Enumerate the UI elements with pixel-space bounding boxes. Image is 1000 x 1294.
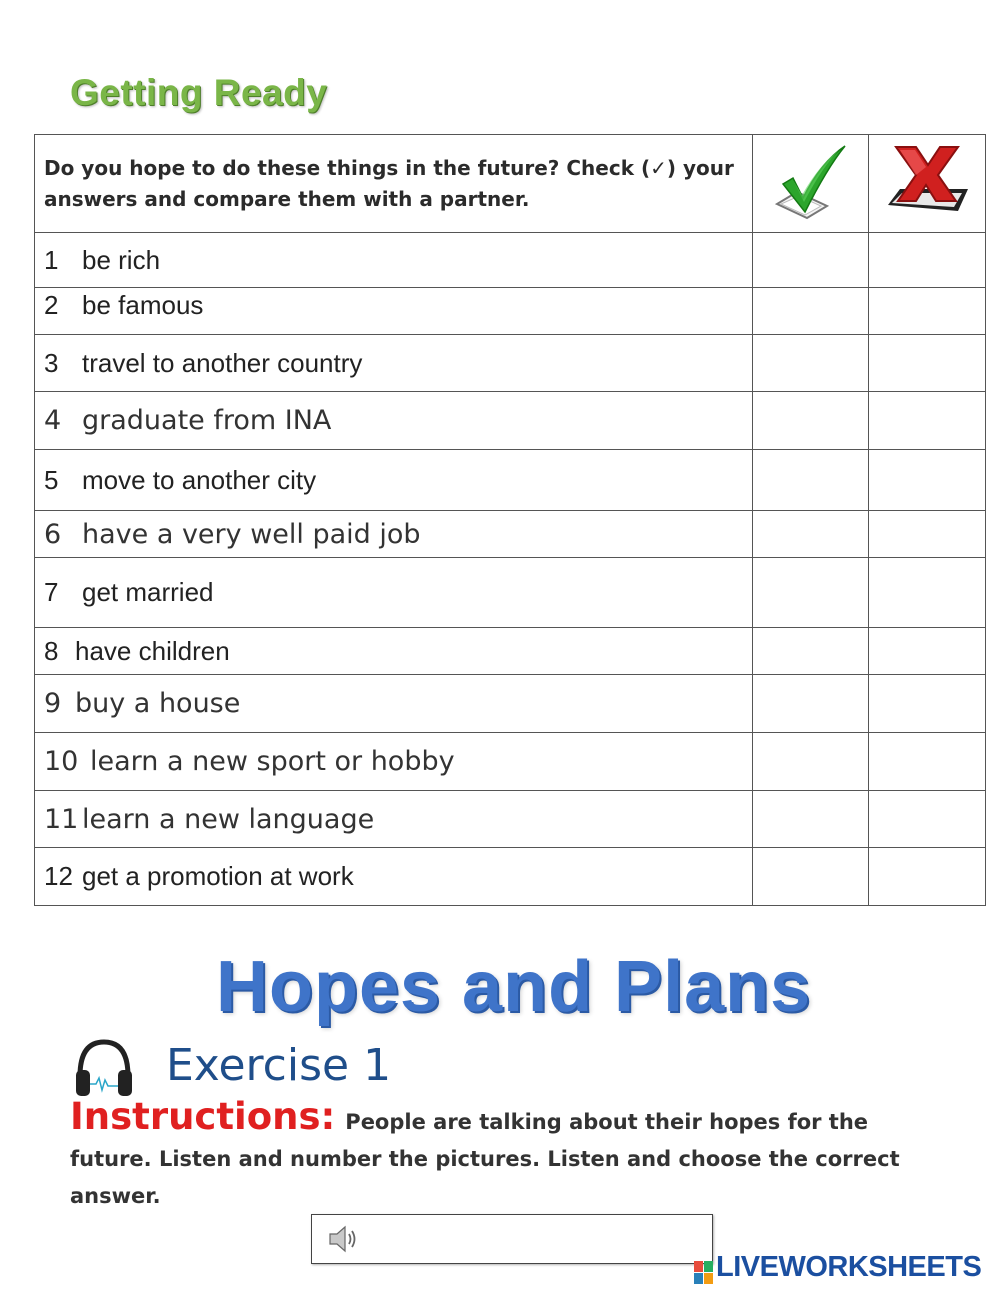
item-8 xyxy=(35,628,753,675)
instructions xyxy=(70,1095,950,1215)
item-number: 2 xyxy=(44,290,59,320)
liveworksheets-brand: LIVEWORKSHEETS xyxy=(716,1251,982,1283)
item-4 xyxy=(35,392,753,450)
hopes-checklist-table xyxy=(34,134,986,906)
item-number: 3 xyxy=(44,347,59,378)
item-number: 11 xyxy=(44,803,79,835)
no-cell-10[interactable] xyxy=(869,733,986,791)
item-text: get married xyxy=(82,577,214,607)
item-10 xyxy=(35,733,753,791)
yes-cell-11[interactable] xyxy=(753,791,869,848)
no-cell-3[interactable] xyxy=(869,335,986,392)
red-x-icon xyxy=(882,141,972,221)
table-row xyxy=(35,558,986,628)
getting-ready-heading: Getting Ready xyxy=(70,72,328,113)
yes-cell-1[interactable] xyxy=(753,233,869,288)
table-row xyxy=(35,791,986,848)
item-number: 9 xyxy=(44,688,62,719)
item-text: be rich xyxy=(82,244,161,275)
yes-cell-4[interactable] xyxy=(753,392,869,450)
item-5 xyxy=(35,450,753,511)
item-9 xyxy=(35,675,753,733)
green-check-icon xyxy=(771,140,851,222)
item-text: be famous xyxy=(82,290,204,320)
no-cell-9[interactable] xyxy=(869,675,986,733)
item-text: have a very well paid job xyxy=(82,518,421,550)
yes-cell-2[interactable] xyxy=(753,288,869,335)
no-cell-1[interactable] xyxy=(869,233,986,288)
item-7 xyxy=(35,558,753,628)
table-instruction: Do you hope to do these things in the future? Check (✓) your answers and compare them with a partner. xyxy=(35,135,753,233)
item-text: buy a house xyxy=(75,688,241,719)
table-row xyxy=(35,392,986,450)
table-row xyxy=(35,675,986,733)
section-title: Hopes and Plans xyxy=(216,947,812,1027)
item-text: travel to another country xyxy=(82,347,363,378)
item-3 xyxy=(35,335,753,392)
yes-cell-3[interactable] xyxy=(753,335,869,392)
item-text: learn a new language xyxy=(82,803,375,835)
no-cell-2[interactable] xyxy=(869,288,986,335)
item-number: 10 xyxy=(44,746,79,777)
exercise-title: Exercise 1 xyxy=(166,1040,392,1091)
item-number: 7 xyxy=(44,577,59,607)
audio-player xyxy=(311,1214,713,1264)
yes-cell-8[interactable] xyxy=(753,628,869,675)
item-number: 1 xyxy=(44,244,59,275)
yes-cell-9[interactable] xyxy=(753,675,869,733)
item-text: learn a new sport or hobby xyxy=(90,746,455,777)
table-row xyxy=(35,233,986,288)
no-column-header xyxy=(869,135,986,233)
table-row xyxy=(35,733,986,791)
yes-cell-5[interactable] xyxy=(753,450,869,511)
no-cell-6[interactable] xyxy=(869,511,986,558)
item-number: 4 xyxy=(44,405,62,436)
item-6 xyxy=(35,511,753,558)
yes-cell-6[interactable] xyxy=(753,511,869,558)
table-header-row xyxy=(35,135,986,233)
table-row xyxy=(35,848,986,906)
item-1 xyxy=(35,233,753,288)
table-row xyxy=(35,450,986,511)
item-number: 6 xyxy=(44,518,62,550)
table-row xyxy=(35,335,986,392)
item-number: 8 xyxy=(44,635,59,666)
item-number: 12 xyxy=(44,861,73,891)
item-11 xyxy=(35,791,753,848)
no-cell-12[interactable] xyxy=(869,848,986,906)
no-cell-8[interactable] xyxy=(869,628,986,675)
item-text: have children xyxy=(75,635,230,666)
yes-cell-10[interactable] xyxy=(753,733,869,791)
table-row xyxy=(35,511,986,558)
no-cell-7[interactable] xyxy=(869,558,986,628)
yes-column-header xyxy=(753,135,869,233)
item-text: move to another city xyxy=(82,464,317,495)
instructions-label: Instructions: xyxy=(70,1095,336,1138)
no-cell-5[interactable] xyxy=(869,450,986,511)
yes-cell-12[interactable] xyxy=(753,848,869,906)
liveworksheets-logo-icon xyxy=(694,1257,714,1289)
item-text: graduate from INA xyxy=(82,405,332,436)
headphones-icon xyxy=(72,1036,136,1100)
item-12 xyxy=(35,848,753,906)
table-row xyxy=(35,288,986,335)
instructions-text: People are talking about their hopes for the future. Listen and number the pictures. Listen and choose the correct answer. xyxy=(70,1110,900,1208)
speaker-icon[interactable] xyxy=(326,1223,360,1255)
item-2 xyxy=(35,288,753,335)
item-text: get a promotion at work xyxy=(82,861,354,891)
item-number: 5 xyxy=(44,464,59,495)
no-cell-11[interactable] xyxy=(869,791,986,848)
no-cell-4[interactable] xyxy=(869,392,986,450)
yes-cell-7[interactable] xyxy=(753,558,869,628)
table-row xyxy=(35,628,986,675)
